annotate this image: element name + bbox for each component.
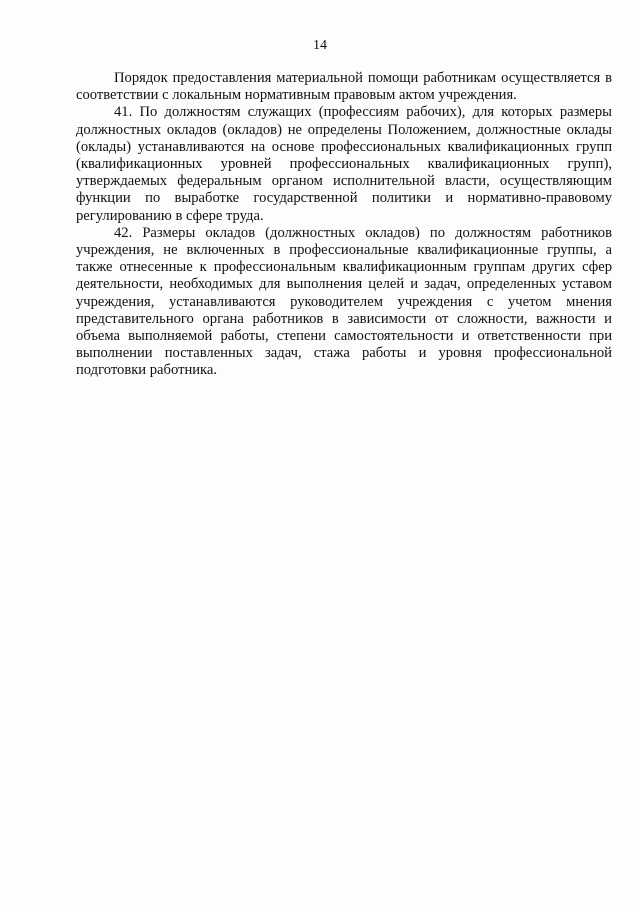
paragraph-material-aid: Порядок предоставления материальной помощи работникам осуществляется в соответствии с локальным нормативным правовым актом учреждения. [76,70,612,104]
page-number: 14 [313,38,327,53]
document-body [76,70,612,380]
paragraph-41: 41. По должностям служащих (профессиям рабочих), для которых размеры должностных окладов (окладов) не определены Положением, должностные оклады (оклады) устанавливаются на основе профессиональных квалификационных групп (квалификационных уровней профессиональных квалификационных групп), утверждаемых федеральным органом исполнительной власти, осуществляющим функции по выработке государственной политики и нормативно-правовому регулированию в сфере труда. [76,104,612,224]
paragraph-42: 42. Размеры окладов (должностных окладов) по должностям работников учреждения, не включенных в профессиональные квалификационные группы, а также отнесенные к профессиональным квалификационным группам других сфер деятельности, необходимых для выполнения целей и задач, определенных уставом учреждения, устанавливаются руководителем учреждения с учетом мнения представительного органа работников в зависимости от сложности, важности и объема выполняемой работы, степени самостоятельности и ответственности при выполнении поставленных задач, стажа работы и уровня профессиональной подготовки работника. [76,224,612,379]
